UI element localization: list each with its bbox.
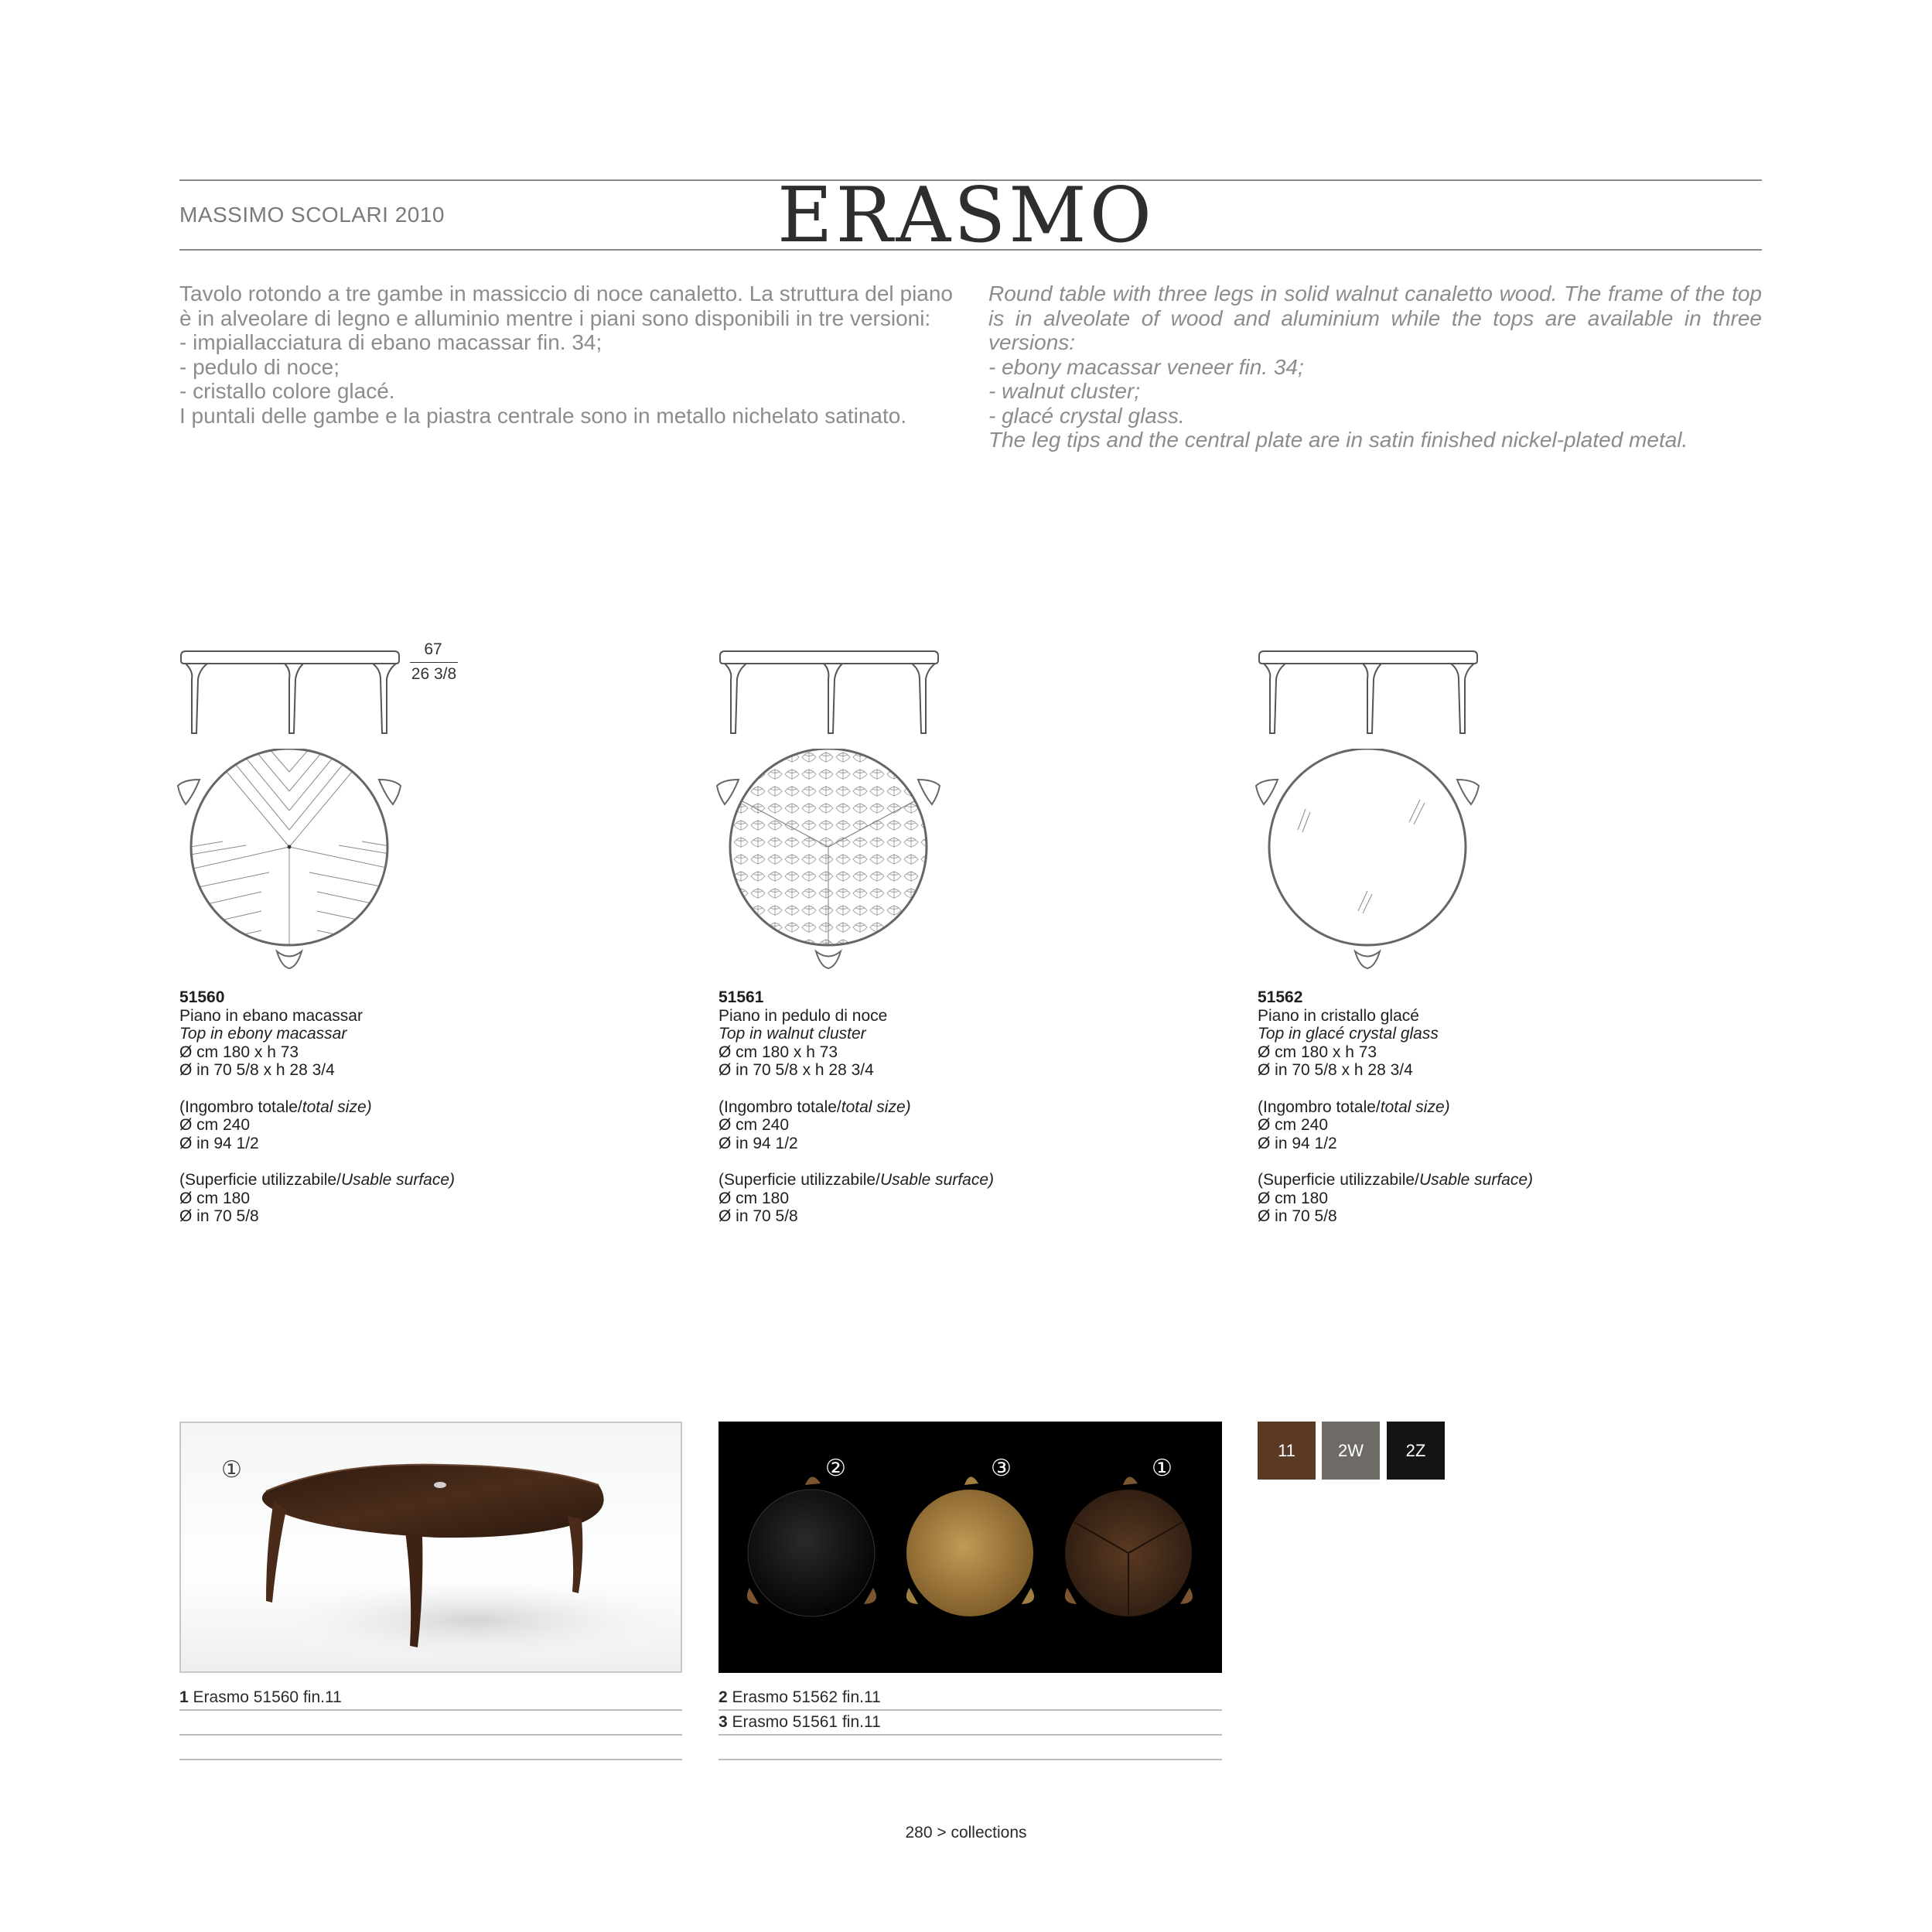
total-size-label-it: (Ingombro totale/ xyxy=(179,1097,302,1116)
description-it-line: I puntali delle gambe e la piastra centrale sono in metallo nichelato satinato. xyxy=(179,403,907,428)
finish-swatch-2w xyxy=(1322,1422,1380,1480)
total-size-cm: Ø cm 240 xyxy=(719,1116,790,1135)
product-name-it: Piano in pedulo di noce xyxy=(719,1006,888,1025)
description-en-line: - ebony macassar veneer fin. 34; xyxy=(988,354,1304,379)
caption-number: 3 xyxy=(719,1713,728,1731)
total-size-inch: Ø in 94 1/2 xyxy=(719,1134,798,1152)
total-size-inch: Ø in 94 1/2 xyxy=(1258,1134,1337,1152)
table-render-ebony xyxy=(181,1423,682,1673)
caption-rule xyxy=(719,1759,1222,1760)
finish-code: 2Z xyxy=(1405,1441,1426,1460)
photo-marker: ① xyxy=(221,1457,242,1483)
description-it-line: - cristallo colore glacé. xyxy=(179,379,395,403)
height-dim-divider xyxy=(410,662,458,663)
description-italian xyxy=(179,282,953,428)
designer-credit: MASSIMO SCOLARI 2010 xyxy=(179,203,445,227)
product-name-en: Top in glacé crystal glass xyxy=(1258,1025,1439,1043)
usable-surface-label xyxy=(179,1171,489,1190)
total-size-label xyxy=(719,1098,1028,1117)
dimension-inch: Ø in 70 5/8 x h 28 3/4 xyxy=(1258,1061,1413,1080)
usable-surface-label-en: Usable surface) xyxy=(340,1170,455,1189)
dimension-inch: Ø in 70 5/8 x h 28 3/4 xyxy=(719,1061,874,1080)
photo-marker: ③ xyxy=(991,1456,1012,1481)
total-size-cm: Ø cm 240 xyxy=(179,1116,251,1135)
caption-rule xyxy=(179,1734,682,1736)
description-en-line: - walnut cluster; xyxy=(988,379,1141,403)
dimension-cm: Ø cm 180 x h 73 xyxy=(179,1043,299,1061)
usable-surface-label-it: (Superficie utilizzabile/ xyxy=(1258,1170,1419,1189)
total-size-label xyxy=(1258,1098,1567,1117)
usable-surface-label-en: Usable surface) xyxy=(879,1170,994,1189)
photo-marker: ② xyxy=(825,1456,846,1481)
product-name-it: Piano in ebano macassar xyxy=(179,1006,363,1025)
caption-rule xyxy=(719,1709,1222,1711)
product-code: 51560 xyxy=(179,988,225,1006)
caption-rule xyxy=(179,1709,682,1711)
spec-block-51561 xyxy=(719,988,1028,1226)
side-elevation-51562 xyxy=(1254,648,1487,741)
caption-3 xyxy=(719,1713,881,1732)
description-it-line: - impiallacciatura di ebano macassar fin. 34; xyxy=(179,330,602,354)
page-footer: 280 > collections xyxy=(905,1824,1027,1842)
usable-surface-cm: Ø cm 180 xyxy=(179,1189,251,1207)
caption-text: Erasmo 51562 fin.11 xyxy=(727,1688,881,1706)
spec-block-51562 xyxy=(1258,988,1567,1226)
caption-number: 2 xyxy=(719,1688,728,1706)
usable-surface-cm: Ø cm 180 xyxy=(719,1189,790,1207)
description-en-line: Round table with three legs in solid walnut canaletto wood. The frame of the top is in alveolate of wood and aluminium while the tops are available in three versions: xyxy=(988,282,1762,354)
finish-code: 2W xyxy=(1338,1441,1364,1460)
caption-1 xyxy=(179,1688,342,1707)
usable-surface-label-en: Usable surface) xyxy=(1418,1170,1533,1189)
caption-2 xyxy=(719,1688,881,1707)
finish-code: 11 xyxy=(1278,1441,1295,1460)
caption-rule xyxy=(719,1734,1222,1736)
description-it-line: - pedulo di noce; xyxy=(179,354,340,379)
top-plan-ebony xyxy=(176,749,408,981)
total-size-inch: Ø in 94 1/2 xyxy=(179,1134,259,1152)
usable-surface-label-it: (Superficie utilizzabile/ xyxy=(179,1170,341,1189)
table-tops-render xyxy=(719,1422,1222,1673)
product-name-it: Piano in cristallo glacé xyxy=(1258,1006,1419,1025)
description-it-line: Tavolo rotondo a tre gambe in massiccio di noce canaletto. La struttura del piano è in alveolare di legno e alluminio mentre i piani sono disponibili in tre versioni: xyxy=(179,282,953,330)
spec-block-51560 xyxy=(179,988,489,1226)
top-plan-glass xyxy=(1254,749,1487,981)
usable-surface-label-it: (Superficie utilizzabile/ xyxy=(719,1170,880,1189)
usable-surface-inch: Ø in 70 5/8 xyxy=(179,1207,259,1226)
dimension-cm: Ø cm 180 x h 73 xyxy=(719,1043,838,1061)
total-size-label-en: total size) xyxy=(302,1097,372,1116)
total-size-label-en: total size) xyxy=(841,1097,911,1116)
product-photo-tops xyxy=(719,1422,1222,1673)
height-dim-inch: 26 3/8 xyxy=(411,665,457,683)
product-name-en: Top in walnut cluster xyxy=(719,1025,866,1043)
total-size-label-en: total size) xyxy=(1380,1097,1450,1116)
side-elevation-51561 xyxy=(715,648,947,741)
caption-rule xyxy=(179,1759,682,1760)
usable-surface-label xyxy=(1258,1171,1567,1190)
usable-surface-inch: Ø in 70 5/8 xyxy=(1258,1207,1337,1226)
product-code: 51562 xyxy=(1258,988,1303,1006)
dimension-cm: Ø cm 180 x h 73 xyxy=(1258,1043,1377,1061)
description-en-line: - glacé crystal glass. xyxy=(988,403,1185,428)
photo-marker: ① xyxy=(1152,1456,1173,1481)
total-size-cm: Ø cm 240 xyxy=(1258,1116,1329,1135)
product-code: 51561 xyxy=(719,988,764,1006)
total-size-label-it: (Ingombro totale/ xyxy=(719,1097,841,1116)
total-size-label xyxy=(179,1098,489,1117)
caption-text: Erasmo 51560 fin.11 xyxy=(188,1688,342,1706)
height-dim-cm: 67 xyxy=(424,640,442,658)
description-english xyxy=(988,282,1762,452)
top-plan-walnut-cluster xyxy=(715,749,947,981)
finish-swatch-11 xyxy=(1258,1422,1316,1480)
product-name-en: Top in ebony macassar xyxy=(179,1025,347,1043)
header-bottom-rule xyxy=(179,249,1762,251)
page-title: ERASMO xyxy=(777,172,1155,260)
finish-swatch-2z xyxy=(1387,1422,1445,1480)
caption-text: Erasmo 51561 fin.11 xyxy=(727,1713,881,1731)
dimension-inch: Ø in 70 5/8 x h 28 3/4 xyxy=(179,1061,335,1080)
usable-surface-cm: Ø cm 180 xyxy=(1258,1189,1329,1207)
usable-surface-inch: Ø in 70 5/8 xyxy=(719,1207,798,1226)
product-photo-51560 xyxy=(179,1422,682,1673)
caption-number: 1 xyxy=(179,1688,189,1706)
description-en-line: The leg tips and the central plate are in satin finished nickel-plated metal. xyxy=(988,428,1688,452)
side-elevation-51560 xyxy=(176,648,408,741)
usable-surface-label xyxy=(719,1171,1028,1190)
total-size-label-it: (Ingombro totale/ xyxy=(1258,1097,1381,1116)
